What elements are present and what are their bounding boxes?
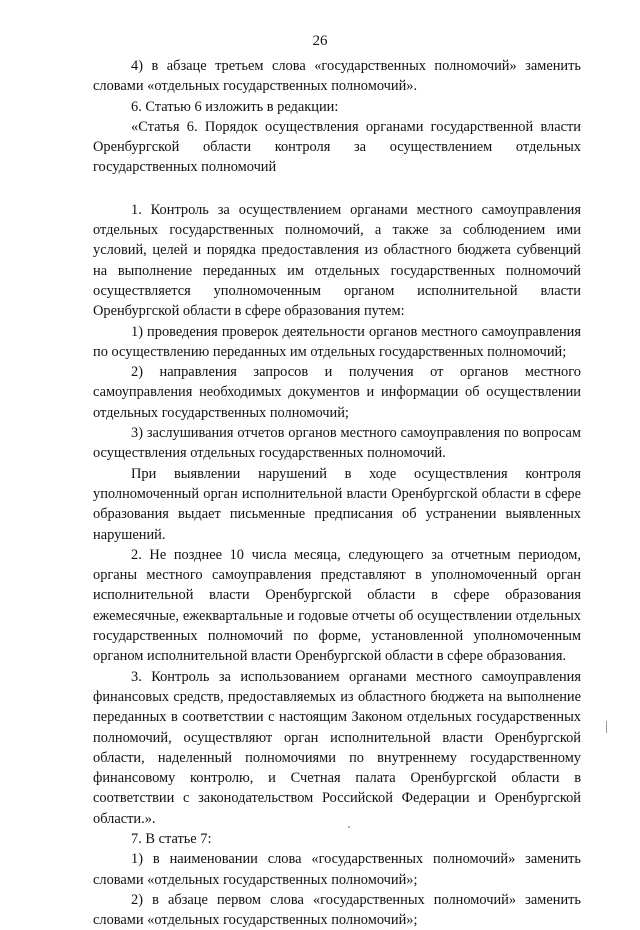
- paragraph-subclause-2: 2) направления запросов и получения от органов местного самоуправления необходимых документов и информации об осуществлении отдельных государственных полномочий;: [93, 364, 581, 421]
- paragraph-amend-item-4: 4) в абзаце третьем слова «государственных полномочий» заменить словами «отдельных государственных полномочий».: [93, 58, 581, 95]
- scan-edge-mark: [606, 721, 607, 733]
- page-number: 26: [312, 33, 328, 49]
- paragraph-clause-2: 2. Не позднее 10 числа месяца, следующего за отчетным периодом, органы местного самоуправления представляют в уполномоченный орган исполнительной власти Оренбургской области в сфере образования ежемесячные, ежеквартальные и годовые отчеты об осуществлении отдельных государственных полномочий по форме, установленной уполномоченным органом исполнительной власти Оренбургской области в сфере образования.: [93, 546, 581, 665]
- paragraph-article-7-item-1: 1) в наименовании слова «государственных полномочий» заменить словами «отдельных государственных полномочий»;: [93, 851, 581, 888]
- section-spacer: [93, 178, 581, 200]
- document-body: [93, 56, 581, 930]
- article-6-heading: «Статья 6. Порядок осуществления органами государственной власти Оренбургской области контроля за осуществлением отдельных государственных полномочий: [93, 118, 581, 176]
- paragraph-article-7-item-2: 2) в абзаце первом слова «государственных полномочий» заменить словами «отдельных государственных полномочий»;: [93, 891, 581, 929]
- scan-speck: [348, 826, 350, 828]
- paragraph-article-7-intro: 7. В статье 7:: [131, 830, 212, 847]
- paragraph-clause-3: 3. Контроль за использованием органами местного самоуправления финансовых средств, предоставляемых из областного бюджета на выполнение переданных в соответствии с настоящим Законом отдельных государственных полномочий, осуществляют орган исполнительной власти Оренбургской области, наделенный полномочиями по внутреннему государственному финансовому контролю, и Счетная палата Оренбургской области в соответствии с законодательством Российской Федерации и Оренбургской области.».: [93, 668, 581, 827]
- paragraph-violations: При выявлении нарушений в ходе осуществления контроля уполномоченный орган исполнительной власти Оренбургской области в сфере образования выдает письменные предписания об устранении выявленных нарушений.: [93, 465, 581, 543]
- paragraph-subclause-3: 3) заслушивания отчетов органов местного самоуправления по вопросам осуществления отдельных государственных полномочий.: [93, 425, 581, 462]
- paragraph-subclause-1: 1) проведения проверок деятельности органов местного самоуправления по осуществлению переданных им отдельных государственных полномочий;: [93, 323, 581, 360]
- paragraph-clause-1: 1. Контроль за осуществлением органами местного самоуправления отдельных государственных полномочий, а также за соблюдением ими условий, целей и порядка предоставления из областного бюджета субвенций на выполнение переданных им отдельных государственных полномочий осуществляется уполномоченным органом исполнительной власти Оренбургской области в сфере образования путем:: [93, 201, 581, 320]
- paragraph-article-6-intro: 6. Статью 6 изложить в редакции:: [131, 98, 339, 115]
